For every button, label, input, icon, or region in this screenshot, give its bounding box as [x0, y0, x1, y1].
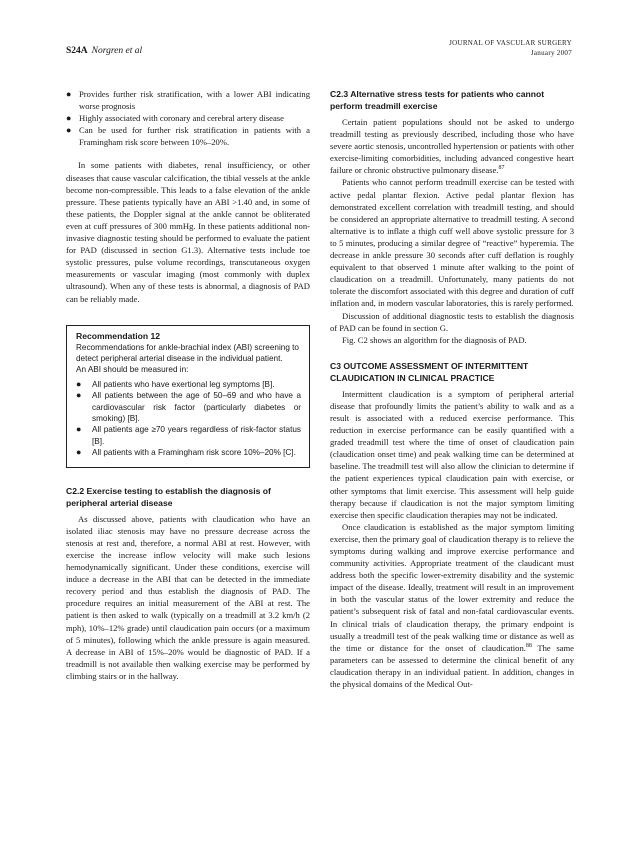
body-paragraph: In some patients with diabetes, renal insufficiency, or other diseases that cause vascular calcification, the tibial vessels at the ankle become non-compressible. This leads to a false elevation of the ankle pressure. These patients typically have an ABI >1.40 and, in some of these patients, the Doppler signal at the ankle cannot be obliterated even at cuff pressures of 300 mmHg. In these patients additional non-invasive diagnostic testing should be performed to evaluate the patient for PAD (discussed in section G1.3). Alternative tests include toe systolic pressures, pulse volume recordings, transcutaneous oxygen measurements or vascular imaging (most commonly with duplex ultrasound). When any of these tests is abnormal, a diagnosis of PAD can be reliably made.: [66, 160, 310, 304]
section-heading-c23: C2.3 Alternative stress tests for patients who cannot perform treadmill exercise: [330, 89, 545, 111]
section-heading-c22: C2.2 Exercise testing to establish the diagnosis of peripheral arterial disease: [66, 485, 271, 508]
list-item: ● All patients with a Framingham risk score 10%–20% [C].: [76, 447, 296, 458]
body-paragraph: Patients who cannot perform treadmill exercise can be tested with active pedal plantar flexion. Active pedal plantar flexion has demonstrated excellent correlation with treadmill testing, and should be considered an appropriate alternative to treadmill testing. A second alternative is to inflate a thigh cuff well above systolic pressure for 3 to 5 minutes, producing a similar degree of “reactive” hyperemia. The decrease in ankle pressure 30 seconds after cuff deflation is roughly equivalent to that observed 1 minute after walking to the point of claudication on a treadmill. Unfortunately, many patients do not tolerate the discomfort associated with this degree and duration of cuff inflation and, in modern vascular laboratories, this is rarely performed.: [330, 177, 574, 309]
bullet-icon: ●: [76, 424, 82, 435]
bullet-icon: ●: [66, 113, 72, 124]
author-line: Norgren et al: [91, 46, 143, 56]
section-heading-c3: C3 OUTCOME ASSESSMENT OF INTERMITTENT CLAUDICATION IN CLINICAL PRACTICE: [330, 360, 529, 383]
running-header-journal: [449, 38, 572, 58]
body-paragraph: Fig. C2 shows an algorithm for the diagnosis of PAD.: [342, 334, 527, 345]
bullet-icon: ●: [66, 125, 72, 136]
list-item: ● Provides further risk stratification, with a lower ABI indicating worse prognosis: [66, 89, 310, 112]
body-paragraph: As discussed above, patients with claudication who have an isolated iliac stenosis may have no pressure decrease across the stenosis at rest and, therefore, a normal ABI at rest. However, with exercise the increase inflow velocity will make such lesions hemodynamically significant. Under these conditions, exercise will induce a decrease in the ABI that can be detected in the immediate recovery period and thus establish the diagnosis of PAD. The procedure requires an initial measurement of the ABI at rest. The patient is then asked to walk (typically on a treadmill at 3.2 km/h (2 mph), 10%–12% grade) until claudication pain occurs (or a maximum of 5 minutes), following which the ankle pressure is again measured. A decrease in ABI of 15%–20% would be diagnostic of PAD. If a treadmill is not available then walking exercise may be performed by climbing stairs or in the hallway.: [66, 513, 310, 681]
bullet-icon: ●: [76, 378, 82, 389]
body-paragraph: Discussion of additional diagnostic tests to establish the diagnosis of PAD can be found in section G.: [330, 310, 574, 333]
recommendation-box: [66, 325, 310, 468]
journal-name: JOURNAL OF VASCULAR SURGERY: [449, 39, 572, 47]
bullet-icon: ●: [76, 447, 82, 458]
issue-date: January 2007: [530, 49, 572, 57]
bullet-icon: ●: [76, 390, 82, 401]
list-item: ● Highly associated with coronary and cerebral artery disease: [66, 113, 284, 124]
recommendation-list: [76, 379, 301, 459]
recommendation-lead: An ABI should be measured in:: [76, 365, 189, 375]
page-number: S24A: [66, 46, 88, 56]
citation-ref: 87: [498, 165, 505, 172]
citation-ref: 88: [525, 642, 532, 649]
right-column: [330, 88, 574, 690]
recommendation-intro: Recommendations for ankle-brachial index (ABI) screening to detect peripheral arterial disease in the individual patient.: [76, 342, 299, 363]
bullet-icon: ●: [66, 89, 72, 99]
list-item: ● Can be used for further risk stratification in patients with a Framingham risk score between 10%–20%.: [66, 125, 310, 148]
left-column: [66, 88, 310, 682]
body-paragraph: Intermittent claudication is a symptom of peripheral arterial disease that profoundly limits the patient’s ability to walk and as a result is associated with a reduced exercise performance. This reduction in exercise performance can be easily quantified with a graded treadmill test where the time of onset of claudication pain (claudication onset time) and peak walking time can be determined at baseline. The treadmill test will also allow the clinician to determine if the patient experiences typical claudication pain with exercise, or other symptoms that limit exercise. This assessment will help guide therapy because if claudication is not the major symptom limiting exercise then specific claudication therapies may not be indicated.: [330, 388, 574, 520]
abi-benefits-list: [66, 88, 310, 148]
list-item: ● All patients age ≥70 years regardless of risk-factor status [B].: [76, 424, 301, 446]
recommendation-title: Recommendation 12: [76, 330, 161, 341]
running-header-page: [66, 46, 142, 56]
list-item: ● All patients between the age of 50–69 and who have a cardiovascular risk factor (particularly diabetes or smoking) [B].: [76, 390, 301, 424]
body-paragraph: Once claudication is established as the major symptom limiting exercise, then the primary goal of claudication therapy is to relieve the symptoms during walking and improve exercise performance and community activities. Appropriate treatment of the claudicant must address both the specific lower-extremity disability and the systemic impact of the disease. Ideally, treatment will result in an improvement in both the vascular status of the lower extremity and reduce the patient’s subsequent risk of fatal and non-fatal cardiovascular events. In clinical trials of claudication therapy, the primary endpoint is usually a treadmill test of the peak walking time or distance as well as the time or distance for the onset of claudication.$^{88}$ The same parameters can be assessed to determine the clinical benefit of any claudication therapy in an individual patient. In addition, changes in the physical domains of the Medical Out-: [330, 521, 574, 690]
list-item: ● All patients who have exertional leg symptoms [B].: [76, 378, 275, 389]
body-paragraph: Certain patient populations should not be asked to undergo treadmill testing as previously described, including those who have severe aortic stenosis, uncontrolled hypertension or patients with other exercise-limiting comorbidities, including advanced congestive heart failure or chronic obstructive pulmonary disease.$^{87}$: [330, 117, 574, 176]
